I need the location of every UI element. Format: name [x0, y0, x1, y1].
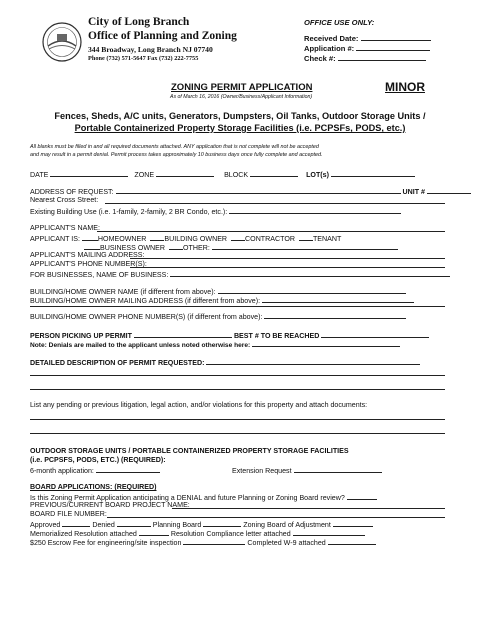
- six-month-label: 6-month application:: [30, 467, 94, 475]
- building-owner-check[interactable]: [150, 233, 164, 241]
- extension-row: [232, 465, 382, 475]
- business-name-label: FOR BUSINESSES, NAME OF BUSINESS:: [30, 271, 169, 279]
- homeowner-check[interactable]: [82, 233, 98, 241]
- notice-line2: and may result in a permit denial. Permit process takes approximately 10 business days once fully complete and accepted.: [30, 152, 323, 158]
- received-date-field[interactable]: [361, 33, 431, 41]
- escrow-label: $250 Escrow Fee for engineering/site inspection: [30, 539, 182, 547]
- mailing-field[interactable]: [130, 258, 445, 259]
- contractor-option: CONTRACTOR: [245, 235, 295, 243]
- owner-name-field[interactable]: [218, 286, 406, 294]
- board-title: BOARD APPLICATIONS: (REQUIRED): [30, 483, 157, 491]
- existing-use-row: [30, 206, 401, 216]
- building-owner-option: BUILDING OWNER: [164, 235, 228, 243]
- notice-line1: All blanks must be filled in and all required documents attached. ANY application that is not complete will not be accepted: [30, 144, 319, 150]
- owner-name-label: BUILDING/HOME OWNER NAME (if different from above):: [30, 288, 216, 296]
- memorialized-label: Memorialized Resolution attached: [30, 530, 137, 538]
- zone-field[interactable]: [156, 169, 214, 177]
- description-line-2[interactable]: [30, 375, 445, 376]
- org-name: City of Long Branch: [88, 16, 190, 28]
- description-label: DETAILED DESCRIPTION OF PERMIT REQUESTED:: [30, 359, 205, 367]
- address-row: [30, 186, 471, 196]
- contractor-check[interactable]: [231, 233, 245, 241]
- board-file-field[interactable]: [107, 517, 445, 518]
- date-row: [30, 169, 415, 179]
- tenant-check[interactable]: [299, 233, 313, 241]
- lots-field[interactable]: [331, 169, 415, 177]
- business-name-field[interactable]: [170, 269, 450, 277]
- check-number-label: Check #:: [304, 53, 426, 63]
- litigation-line-1[interactable]: [30, 419, 445, 420]
- office-name: Office of Planning and Zoning: [88, 30, 237, 42]
- w9-field[interactable]: [328, 537, 376, 545]
- application-number-label: Application #:: [304, 43, 430, 53]
- office-phone: Phone (732) 571-5647 Fax (732) 222-7755: [88, 55, 199, 62]
- application-number-field[interactable]: [356, 43, 430, 51]
- tenant-option: TENANT: [312, 235, 342, 243]
- city-seal-icon: [42, 22, 82, 62]
- unit-field[interactable]: [427, 186, 471, 194]
- litigation-label: List any pending or previous litigation, legal action, and/or violations for this property and attach documents:: [30, 401, 368, 409]
- phone-label: APPLICANT'S PHONE NUMBER(S):: [30, 260, 147, 268]
- business-owner-check[interactable]: [84, 242, 100, 250]
- pickup-label: PERSON PICKING UP PERMIT: [30, 332, 132, 340]
- applicant-name-label: APPLICANT'S NAME:: [30, 224, 100, 232]
- extension-field[interactable]: [294, 465, 382, 473]
- cross-street-field[interactable]: [105, 203, 445, 204]
- description-field[interactable]: [206, 357, 420, 365]
- planning-board-field[interactable]: [203, 519, 241, 527]
- unit-label: UNIT #: [402, 188, 425, 196]
- compliance-field[interactable]: [293, 528, 365, 536]
- storage-title-1: OUTDOOR STORAGE UNITS / PORTABLE CONTAINERIZED PROPERTY STORAGE FACILITIES: [30, 447, 349, 455]
- other-check[interactable]: [169, 242, 183, 250]
- owner-mailing-field[interactable]: [262, 295, 414, 303]
- storage-title-2: (i.e. PCPSFS, PODS, ETC.) (REQUIRED):: [30, 456, 166, 464]
- six-month-row: [30, 465, 160, 475]
- form-title: ZONING PERMIT APPLICATION: [171, 82, 313, 93]
- applicant-is-label: APPLICANT IS:: [30, 235, 80, 243]
- block-field[interactable]: [250, 169, 298, 177]
- zone-label: ZONE: [134, 171, 155, 179]
- address-field[interactable]: [116, 186, 401, 194]
- phone-field[interactable]: [130, 267, 445, 268]
- date-label: DATE: [30, 171, 49, 179]
- denials-note: Note: Denials are mailed to the applicant unless noted otherwise here:: [30, 342, 251, 349]
- lots-label: LOT(s): [306, 171, 329, 179]
- address-label: ADDRESS OF REQUEST:: [30, 188, 114, 196]
- approved-label: Approved: [30, 521, 61, 529]
- planning-board-label: Planning Board: [152, 521, 202, 529]
- check-number-field[interactable]: [338, 53, 426, 61]
- other-field[interactable]: [212, 242, 398, 250]
- denied-label: Denied: [92, 521, 115, 529]
- board-q1-label: Is this Zoning Permit Application anticipating a DENIAL and future Planning or Zoning Board review?: [30, 494, 345, 502]
- board-file-label: BOARD FILE NUMBER:: [30, 510, 107, 518]
- w9-label: Completed W-9 attached: [247, 539, 326, 547]
- block-label: BLOCK: [224, 171, 249, 179]
- office-address: 344 Broadway, Long Branch NJ 07740: [88, 45, 213, 54]
- owner-phone-row: [30, 311, 406, 321]
- denied-field[interactable]: [117, 519, 151, 527]
- business-name-row: [30, 269, 450, 279]
- board-project-field[interactable]: [172, 508, 445, 509]
- litigation-line-2[interactable]: [30, 433, 445, 434]
- denials-field[interactable]: [252, 339, 400, 347]
- extension-label: Extension Request: [232, 467, 292, 475]
- escrow-field[interactable]: [183, 537, 245, 545]
- cross-street-label: Nearest Cross Street:: [30, 196, 99, 204]
- applicant-name-field[interactable]: [97, 231, 445, 232]
- denials-row: [30, 339, 400, 349]
- approved-field[interactable]: [62, 519, 90, 527]
- other-option: OTHER:: [183, 244, 210, 252]
- description-row: [30, 357, 420, 367]
- best-number-field[interactable]: [321, 330, 429, 338]
- existing-use-label: Existing Building Use (i.e. 1-family, 2-family, 2 BR Condo, etc.):: [30, 208, 228, 216]
- form-heading-line2: Portable Containerized Property Storage Facilities (i.e. PCPSFs, PODS, etc.): [74, 123, 406, 133]
- office-use-title: OFFICE USE ONLY:: [304, 18, 375, 27]
- memorialized-field[interactable]: [139, 528, 169, 536]
- form-type: MINOR: [385, 80, 425, 94]
- owner-mailing-field-2[interactable]: [30, 306, 445, 307]
- six-month-field[interactable]: [96, 465, 160, 473]
- board-q1-field[interactable]: [347, 492, 377, 500]
- homeowner-option: HOMEOWNER: [97, 235, 147, 243]
- owner-phone-label: BUILDING/HOME OWNER PHONE NUMBER(S) (if different from above):: [30, 313, 263, 321]
- best-number-label: BEST # TO BE REACHED: [233, 332, 320, 340]
- date-field[interactable]: [50, 169, 128, 177]
- form-heading-line1: Fences, Sheds, A/C units, Generators, Dumpsters, Oil Tanks, Outdoor Storage Units /: [54, 111, 426, 121]
- mailing-label: APPLICANT'S MAILING ADDRESS:: [30, 251, 145, 259]
- description-line-3[interactable]: [30, 389, 445, 390]
- owner-phone-field[interactable]: [264, 311, 406, 319]
- revision-note: As of March 16, 2016 (Owner/Business/Applicant Information): [170, 94, 313, 100]
- received-date-label: Received Date:: [304, 33, 431, 43]
- board-project-label: PREVIOUS/CURRENT BOARD PROJECT NAME:: [30, 501, 190, 509]
- owner-mailing-row: [30, 295, 414, 305]
- escrow-row: [30, 537, 376, 547]
- zoning-board-field[interactable]: [333, 519, 373, 527]
- zoning-board-label: Zoning Board of Adjustment: [243, 521, 331, 529]
- existing-use-field[interactable]: [229, 206, 401, 214]
- compliance-label: Resolution Compliance letter attached: [170, 530, 291, 538]
- owner-mailing-label: BUILDING/HOME OWNER MAILING ADDRESS (if different from above):: [30, 297, 261, 305]
- pickup-field[interactable]: [134, 330, 232, 338]
- business-owner-option: BUSINESS OWNER: [100, 244, 166, 252]
